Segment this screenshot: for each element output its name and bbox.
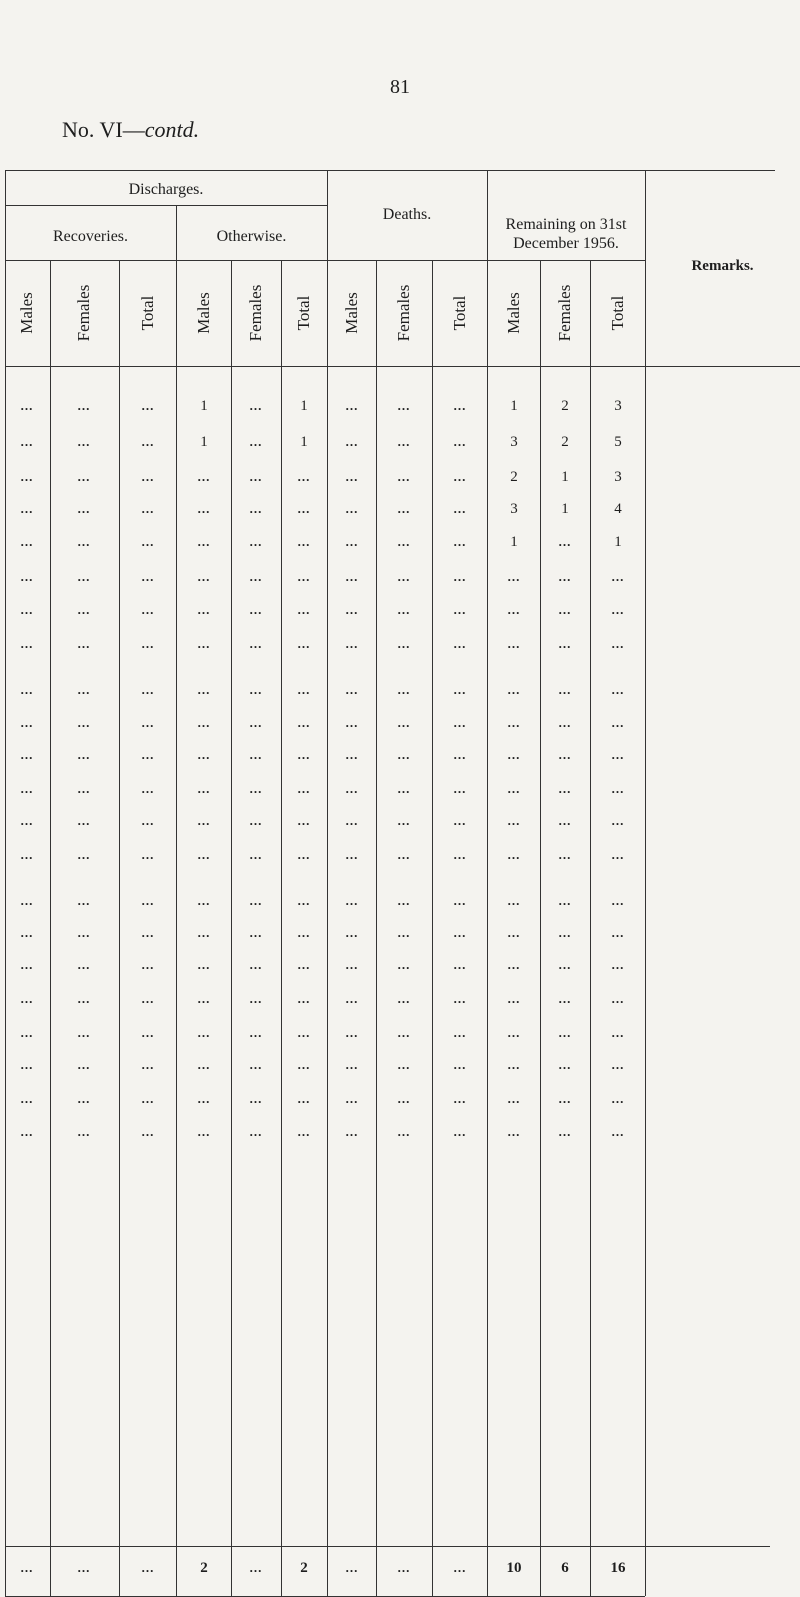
table-cell: 2 xyxy=(561,398,569,414)
table-cell: ... xyxy=(558,991,572,1006)
table-cell: ... xyxy=(297,715,311,730)
table-cell: 3 xyxy=(510,501,518,517)
table-cell: ... xyxy=(249,534,263,549)
table-cell: ... xyxy=(558,747,572,762)
table-cell: ... xyxy=(197,602,211,617)
table-cell: ... xyxy=(453,1025,467,1040)
table-cell: ... xyxy=(558,925,572,940)
table-cell: ... xyxy=(20,398,34,413)
table-cell: ... xyxy=(397,398,411,413)
table-cell: ... xyxy=(453,747,467,762)
table-cell: 1 xyxy=(300,434,308,450)
table-cell: ... xyxy=(20,1091,34,1106)
table-cell: ... xyxy=(197,569,211,584)
table-cell: ... xyxy=(141,781,155,796)
table-cell: ... xyxy=(20,682,34,697)
table-cell: ... xyxy=(77,398,91,413)
table-cell: ... xyxy=(507,636,521,651)
table-cell: ... xyxy=(507,747,521,762)
page-number: 81 xyxy=(390,76,410,98)
table-cell: ... xyxy=(249,398,263,413)
table-cell: ... xyxy=(141,569,155,584)
column-header: Total xyxy=(138,295,157,331)
table-cell: ... xyxy=(297,991,311,1006)
table-cell: ... xyxy=(507,1057,521,1072)
table-cell: ... xyxy=(345,747,359,762)
table-cell: ... xyxy=(507,813,521,828)
table-cell: 1 xyxy=(200,398,208,414)
table-cell: ... xyxy=(249,1124,263,1139)
table-cell: ... xyxy=(453,991,467,1006)
table-cell: ... xyxy=(397,1025,411,1040)
table-cell: ... xyxy=(249,501,263,516)
table-cell: ... xyxy=(345,813,359,828)
table-cell: ... xyxy=(345,1025,359,1040)
table-cell: ... xyxy=(558,1124,572,1139)
table-cell: ... xyxy=(507,1091,521,1106)
table-cell: ... xyxy=(558,847,572,862)
table-cell: ... xyxy=(611,893,625,908)
table-cell: ... xyxy=(249,991,263,1006)
column-header: Total xyxy=(450,295,469,331)
table-cell: ... xyxy=(397,1091,411,1106)
table-cell: ... xyxy=(20,534,34,549)
table-cell: ... xyxy=(197,813,211,828)
table-cell: ... xyxy=(611,602,625,617)
table-cell: ... xyxy=(507,569,521,584)
column-header: Total xyxy=(294,295,313,331)
table-cell: ... xyxy=(611,813,625,828)
table-cell: ... xyxy=(20,1124,34,1139)
table-cell: ... xyxy=(558,813,572,828)
table-cell: ... xyxy=(397,1124,411,1139)
table-cell: ... xyxy=(197,1057,211,1072)
table-cell: ... xyxy=(507,781,521,796)
total-cell: 2 xyxy=(200,1560,208,1576)
table-cell: ... xyxy=(20,501,34,516)
table-cell: ... xyxy=(611,957,625,972)
table-cell: ... xyxy=(197,747,211,762)
table-cell: ... xyxy=(611,1091,625,1106)
table-cell: ... xyxy=(249,813,263,828)
table-cell: ... xyxy=(507,1124,521,1139)
table-cell: ... xyxy=(611,1057,625,1072)
total-cell: ... xyxy=(345,1560,359,1575)
table-cell: ... xyxy=(558,636,572,651)
table-cell: 1 xyxy=(200,434,208,450)
table-cell: ... xyxy=(397,682,411,697)
table-cell: ... xyxy=(297,534,311,549)
table-cell: ... xyxy=(197,636,211,651)
table-title-prefix: No. VI— xyxy=(62,117,145,142)
table-cell: ... xyxy=(558,1091,572,1106)
table-cell: ... xyxy=(507,1025,521,1040)
table-cell: ... xyxy=(297,682,311,697)
table-cell: ... xyxy=(141,636,155,651)
table-cell: ... xyxy=(20,569,34,584)
table-cell: ... xyxy=(77,1124,91,1139)
table-cell: ... xyxy=(20,991,34,1006)
table-cell: ... xyxy=(611,715,625,730)
table-cell: ... xyxy=(558,569,572,584)
table-cell: ... xyxy=(249,847,263,862)
table-cell: ... xyxy=(453,715,467,730)
table-cell: ... xyxy=(345,569,359,584)
table-cell: ... xyxy=(249,636,263,651)
table-cell: 5 xyxy=(614,434,622,450)
table-cell: ... xyxy=(77,682,91,697)
table-cell: ... xyxy=(397,715,411,730)
table-cell: ... xyxy=(558,715,572,730)
table-cell: ... xyxy=(453,501,467,516)
table-cell: ... xyxy=(397,781,411,796)
header-deaths: Deaths. xyxy=(382,206,432,223)
table-cell: ... xyxy=(611,682,625,697)
table-cell: ... xyxy=(558,893,572,908)
table-cell: ... xyxy=(345,602,359,617)
column-header: Total xyxy=(608,295,627,331)
table-cell: ... xyxy=(345,1124,359,1139)
table-cell: ... xyxy=(507,682,521,697)
table-cell: ... xyxy=(249,957,263,972)
table-cell: ... xyxy=(197,893,211,908)
table-cell: ... xyxy=(507,925,521,940)
total-cell: ... xyxy=(397,1560,411,1575)
table-cell: ... xyxy=(249,569,263,584)
table-cell: ... xyxy=(77,469,91,484)
table-cell: ... xyxy=(249,602,263,617)
table-cell: ... xyxy=(345,925,359,940)
table-cell: 2 xyxy=(561,434,569,450)
table-cell: 4 xyxy=(614,501,622,517)
table-cell: ... xyxy=(297,569,311,584)
table-cell: ... xyxy=(77,1025,91,1040)
table-cell: ... xyxy=(611,991,625,1006)
table-cell: 1 xyxy=(561,469,569,485)
header-discharges: Discharges. xyxy=(128,181,204,198)
total-cell: ... xyxy=(77,1560,91,1575)
total-cell: ... xyxy=(20,1560,34,1575)
header-remaining-line1: Remaining on 31st xyxy=(505,216,627,233)
table-cell: ... xyxy=(397,636,411,651)
table-cell: ... xyxy=(197,534,211,549)
table-cell: ... xyxy=(141,398,155,413)
table-cell: ... xyxy=(453,569,467,584)
table-cell: ... xyxy=(453,434,467,449)
table-cell: ... xyxy=(558,781,572,796)
table-cell: ... xyxy=(197,925,211,940)
table-cell: ... xyxy=(397,957,411,972)
header-recoveries: Recoveries. xyxy=(52,228,129,245)
table-cell: ... xyxy=(141,925,155,940)
table-cell: ... xyxy=(77,781,91,796)
table-cell: ... xyxy=(77,602,91,617)
table-cell: ... xyxy=(77,501,91,516)
table-cell: ... xyxy=(197,469,211,484)
table-cell: ... xyxy=(197,1124,211,1139)
table-cell: ... xyxy=(141,813,155,828)
table-cell: ... xyxy=(397,602,411,617)
table-cell: ... xyxy=(77,569,91,584)
table-cell: ... xyxy=(20,469,34,484)
table-cell: ... xyxy=(297,925,311,940)
table-cell: ... xyxy=(297,1091,311,1106)
column-header: Males xyxy=(194,292,213,334)
table-cell: ... xyxy=(20,434,34,449)
header-remarks: Remarks. xyxy=(691,258,754,274)
table-cell: ... xyxy=(297,1025,311,1040)
table-cell: ... xyxy=(77,893,91,908)
table-cell: ... xyxy=(249,925,263,940)
table-cell: ... xyxy=(297,1057,311,1072)
table-cell: ... xyxy=(77,715,91,730)
table-cell: ... xyxy=(249,893,263,908)
table-cell: 1 xyxy=(561,501,569,517)
table-cell: ... xyxy=(249,715,263,730)
table-cell: ... xyxy=(345,434,359,449)
table-cell: ... xyxy=(297,893,311,908)
table-cell: ... xyxy=(397,534,411,549)
table-cell: ... xyxy=(20,781,34,796)
table-cell: ... xyxy=(345,991,359,1006)
table-cell: ... xyxy=(20,925,34,940)
table-cell: ... xyxy=(345,1091,359,1106)
table-cell: ... xyxy=(197,715,211,730)
table-cell: ... xyxy=(507,847,521,862)
table-cell: ... xyxy=(197,682,211,697)
table-cell: 1 xyxy=(614,534,622,550)
table-cell: ... xyxy=(141,847,155,862)
table-cell: ... xyxy=(20,893,34,908)
table-cell: ... xyxy=(453,781,467,796)
table-cell: ... xyxy=(345,1057,359,1072)
table-cell: ... xyxy=(611,1124,625,1139)
table-cell: ... xyxy=(249,1057,263,1072)
table-cell: ... xyxy=(197,957,211,972)
table-cell: ... xyxy=(141,534,155,549)
table-cell: ... xyxy=(197,501,211,516)
table-cell: ... xyxy=(397,1057,411,1072)
table-cell: ... xyxy=(77,1057,91,1072)
table-cell: ... xyxy=(141,1025,155,1040)
table-cell: ... xyxy=(297,781,311,796)
table-cell: ... xyxy=(345,847,359,862)
table-cell: ... xyxy=(197,991,211,1006)
table-cell: ... xyxy=(453,636,467,651)
table-cell: ... xyxy=(611,781,625,796)
table-cell: ... xyxy=(297,501,311,516)
table-cell: ... xyxy=(507,715,521,730)
table-cell: ... xyxy=(453,534,467,549)
column-header: Males xyxy=(17,292,36,334)
total-cell: ... xyxy=(453,1560,467,1575)
table-cell: ... xyxy=(141,434,155,449)
table-cell: ... xyxy=(611,636,625,651)
table-cell: ... xyxy=(249,434,263,449)
table-cell: 3 xyxy=(614,398,622,414)
table-cell: 3 xyxy=(510,434,518,450)
table-cell: ... xyxy=(77,847,91,862)
table-cell: ... xyxy=(611,1025,625,1040)
table-cell: ... xyxy=(77,813,91,828)
table-cell: ... xyxy=(77,957,91,972)
table-cell: ... xyxy=(141,469,155,484)
table-cell: ... xyxy=(141,1057,155,1072)
column-header: Females xyxy=(394,284,413,342)
table-cell: ... xyxy=(345,957,359,972)
table-cell: 3 xyxy=(614,469,622,485)
table-cell: 1 xyxy=(300,398,308,414)
table-cell: ... xyxy=(453,813,467,828)
table-cell: ... xyxy=(507,602,521,617)
table-cell: ... xyxy=(77,534,91,549)
table-cell: ... xyxy=(453,602,467,617)
table-cell: ... xyxy=(197,781,211,796)
table-cell: ... xyxy=(297,602,311,617)
table-cell: ... xyxy=(297,847,311,862)
table-cell: ... xyxy=(20,715,34,730)
column-header: Females xyxy=(74,284,93,342)
total-cell: 16 xyxy=(610,1560,626,1576)
table-cell: ... xyxy=(249,1025,263,1040)
table-cell: ... xyxy=(558,682,572,697)
total-cell: ... xyxy=(249,1560,263,1575)
table-cell: ... xyxy=(345,636,359,651)
table-cell: ... xyxy=(453,398,467,413)
table-cell: ... xyxy=(20,602,34,617)
table-cell: ... xyxy=(558,1025,572,1040)
table-cell: ... xyxy=(453,925,467,940)
table-cell: ... xyxy=(397,501,411,516)
table-cell: ... xyxy=(507,991,521,1006)
table-cell: ... xyxy=(453,682,467,697)
table-cell: 1 xyxy=(510,398,518,414)
table-cell: ... xyxy=(453,957,467,972)
table-cell: ... xyxy=(611,747,625,762)
table-cell: ... xyxy=(397,893,411,908)
table-cell: ... xyxy=(397,813,411,828)
table-cell: ... xyxy=(297,1124,311,1139)
table-cell: ... xyxy=(453,1091,467,1106)
total-cell: 6 xyxy=(561,1560,569,1576)
table-cell: ... xyxy=(20,957,34,972)
table-cell: ... xyxy=(249,747,263,762)
table-cell: ... xyxy=(397,925,411,940)
total-cell: ... xyxy=(141,1560,155,1575)
table-cell: ... xyxy=(249,469,263,484)
table-cell: ... xyxy=(453,847,467,862)
table-cell: ... xyxy=(77,925,91,940)
table-cell: ... xyxy=(397,434,411,449)
table-cell: ... xyxy=(397,991,411,1006)
table-cell: ... xyxy=(453,1124,467,1139)
table-cell: ... xyxy=(141,991,155,1006)
table-cell: ... xyxy=(397,569,411,584)
column-header: Females xyxy=(555,284,574,342)
column-header: Males xyxy=(504,292,523,334)
table-cell: ... xyxy=(397,847,411,862)
table-cell: ... xyxy=(197,1091,211,1106)
table-cell: ... xyxy=(141,893,155,908)
total-cell: 10 xyxy=(506,1560,522,1576)
table-cell: ... xyxy=(249,682,263,697)
table-cell: ... xyxy=(297,469,311,484)
header-remaining-line2: December 1956. xyxy=(513,235,619,252)
table-cell: ... xyxy=(345,682,359,697)
table-cell: ... xyxy=(141,957,155,972)
table-cell: ... xyxy=(20,747,34,762)
table-cell: ... xyxy=(77,747,91,762)
table-cell: ... xyxy=(397,747,411,762)
table-cell: ... xyxy=(141,602,155,617)
table-cell: ... xyxy=(345,715,359,730)
table-cell: ... xyxy=(77,991,91,1006)
table-cell: ... xyxy=(20,1025,34,1040)
table-cell: ... xyxy=(453,893,467,908)
table-cell: ... xyxy=(453,469,467,484)
table-cell: ... xyxy=(249,781,263,796)
table-cell: 2 xyxy=(510,469,518,485)
header-otherwise: Otherwise. xyxy=(216,228,287,245)
table-cell: ... xyxy=(297,957,311,972)
table-cell: ... xyxy=(249,1091,263,1106)
table-cell: ... xyxy=(77,434,91,449)
table-cell: 1 xyxy=(510,534,518,550)
table-cell: ... xyxy=(345,398,359,413)
table-cell: ... xyxy=(397,469,411,484)
table-cell: ... xyxy=(611,569,625,584)
column-header: Males xyxy=(342,292,361,334)
table-cell: ... xyxy=(141,747,155,762)
table-cell: ... xyxy=(297,813,311,828)
table-cell: ... xyxy=(141,1124,155,1139)
table-cell: ... xyxy=(345,501,359,516)
table-cell: ... xyxy=(141,501,155,516)
table-cell: ... xyxy=(611,847,625,862)
table-cell: ... xyxy=(558,602,572,617)
table-cell: ... xyxy=(345,534,359,549)
table-title xyxy=(62,117,199,143)
table-cell: ... xyxy=(507,893,521,908)
table-cell: ... xyxy=(77,1091,91,1106)
table-cell: ... xyxy=(197,847,211,862)
table-cell: ... xyxy=(141,682,155,697)
table-cell: ... xyxy=(297,636,311,651)
total-cell: 2 xyxy=(300,1560,308,1576)
table-cell: ... xyxy=(453,1057,467,1072)
table-title-suffix: contd. xyxy=(144,117,200,142)
table-cell: ... xyxy=(197,1025,211,1040)
table-cell: ... xyxy=(507,957,521,972)
table-cell: ... xyxy=(20,636,34,651)
table-cell: ... xyxy=(611,925,625,940)
table-cell: ... xyxy=(558,957,572,972)
table-cell: ... xyxy=(141,715,155,730)
table-cell: ... xyxy=(297,747,311,762)
table-cell: ... xyxy=(20,847,34,862)
table-cell: ... xyxy=(345,469,359,484)
table-cell: ... xyxy=(20,813,34,828)
table-cell: ... xyxy=(558,534,572,549)
column-header: Females xyxy=(246,284,265,342)
table-cell: ... xyxy=(20,1057,34,1072)
table-cell: ... xyxy=(77,636,91,651)
table-cell: ... xyxy=(558,1057,572,1072)
table-cell: ... xyxy=(345,893,359,908)
table-cell: ... xyxy=(345,781,359,796)
table-cell: ... xyxy=(141,1091,155,1106)
